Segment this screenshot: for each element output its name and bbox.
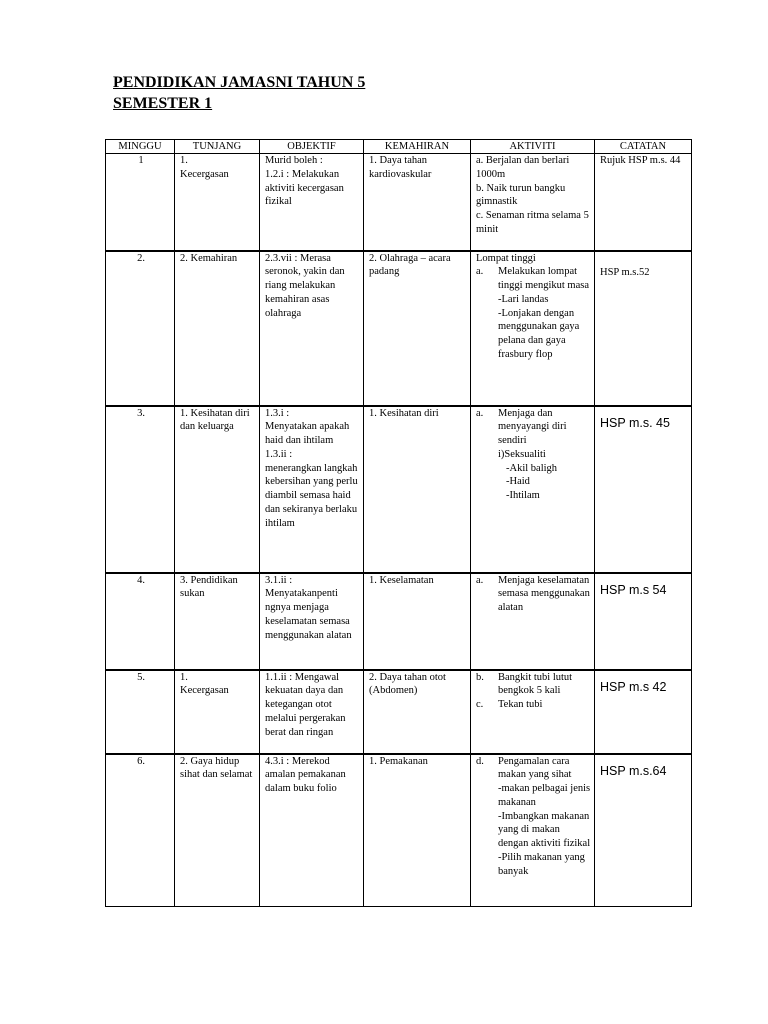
cell-tunjang: 1. Kecergasan: [175, 670, 260, 754]
header-kemahiran: KEMAHIRAN: [364, 140, 471, 154]
header-minggu: MINGGU: [106, 140, 175, 154]
cell-catatan: HSP m.s 54: [595, 573, 692, 670]
cell-minggu: 5.: [106, 670, 175, 754]
table-row: [106, 406, 692, 573]
cell-catatan: Rujuk HSP m.s. 44: [595, 154, 692, 251]
table-header-row: [106, 140, 692, 154]
cell-catatan: HSP m.s.64: [595, 754, 692, 907]
cell-tunjang: 2. Gaya hidup sihat dan selamat: [175, 754, 260, 907]
cell-tunjang: 3. Pendidikan sukan: [175, 573, 260, 670]
title-line-2: SEMESTER 1: [113, 95, 213, 112]
header-aktiviti: AKTIVITI: [471, 140, 595, 154]
cell-aktiviti: d. Pengamalan cara makan yang sihat -makan pelbagai jenis makanan -Imbangkan makanan yang di makan dengan aktiviti fizikal -Pilih makanan yang banyak: [471, 754, 595, 907]
lesson-plan-table: [105, 139, 692, 907]
cell-kemahiran: 1. Pemakanan: [364, 754, 471, 907]
header-catatan: CATATAN: [595, 140, 692, 154]
cell-aktiviti: a. Berjalan dan berlari 1000m b. Naik turun bangku gimnastik c. Senaman ritma selama 5 minit: [471, 154, 595, 251]
table-row: [106, 573, 692, 670]
cell-tunjang: 2. Kemahiran: [175, 251, 260, 406]
cell-minggu: 2.: [106, 251, 175, 406]
table-row: [106, 154, 692, 251]
cell-kemahiran: 2. Olahraga – acara padang: [364, 251, 471, 406]
cell-minggu: 1: [106, 154, 175, 251]
cell-aktiviti: Lompat tinggi a. Melakukan lompat tinggi mengikut masa -Lari landas -Lonjakan dengan menggunakan gaya pelana dan gaya frasbury flop: [471, 251, 595, 406]
table-row: [106, 754, 692, 907]
cell-aktiviti: a. Menjaga dan menyayangi diri sendiri i)Seksualiti -Akil baligh -Haid -Ihtilam: [471, 406, 595, 573]
cell-minggu: 6.: [106, 754, 175, 907]
table-row: [106, 251, 692, 406]
cell-minggu: 3.: [106, 406, 175, 573]
cell-tunjang: 1. Kecergasan: [175, 154, 260, 251]
cell-kemahiran: 1. Keselamatan: [364, 573, 471, 670]
cell-objektif: 3.1.ii : Menyatakanpenti ngnya menjaga keselamatan semasa menggunakan alatan: [260, 573, 364, 670]
cell-tunjang: 1. Kesihatan diri dan keluarga: [175, 406, 260, 573]
cell-catatan: HSP m.s. 45: [595, 406, 692, 573]
header-tunjang: TUNJANG: [175, 140, 260, 154]
cell-catatan: HSP m.s.52: [595, 251, 692, 406]
cell-kemahiran: 1. Daya tahan kardiovaskular: [364, 154, 471, 251]
cell-aktiviti: a. Menjaga keselamatan semasa menggunakan alatan: [471, 573, 595, 670]
cell-objektif: 1.3.i : Menyatakan apakah haid dan ihtilam 1.3.ii : menerangkan langkah kebersihan yang perlu diambil semasa haid dan sekiranya berlaku ihtilam: [260, 406, 364, 573]
cell-minggu: 4.: [106, 573, 175, 670]
cell-objektif: 2.3.vii : Merasa seronok, yakin dan riang melakukan kemahiran asas olahraga: [260, 251, 364, 406]
cell-objektif: 1.1.ii : Mengawal kekuatan daya dan ketegangan otot melalui pergerakan berat dan ringan: [260, 670, 364, 754]
title-line-1: PENDIDIKAN JAMASNI TAHUN 5: [113, 74, 366, 91]
page-title: [113, 72, 365, 114]
table-row: [106, 670, 692, 754]
header-objektif: OBJEKTIF: [260, 140, 364, 154]
cell-kemahiran: 1. Kesihatan diri: [364, 406, 471, 573]
cell-catatan: HSP m.s 42: [595, 670, 692, 754]
cell-aktiviti: b. Bangkit tubi lutut bengkok 5 kali c. Tekan tubi: [471, 670, 595, 754]
cell-objektif: 4.3.i : Merekod amalan pemakanan dalam buku folio: [260, 754, 364, 907]
cell-objektif: Murid boleh : 1.2.i : Melakukan aktiviti kecergasan fizikal: [260, 154, 364, 251]
cell-kemahiran: 2. Daya tahan otot (Abdomen): [364, 670, 471, 754]
